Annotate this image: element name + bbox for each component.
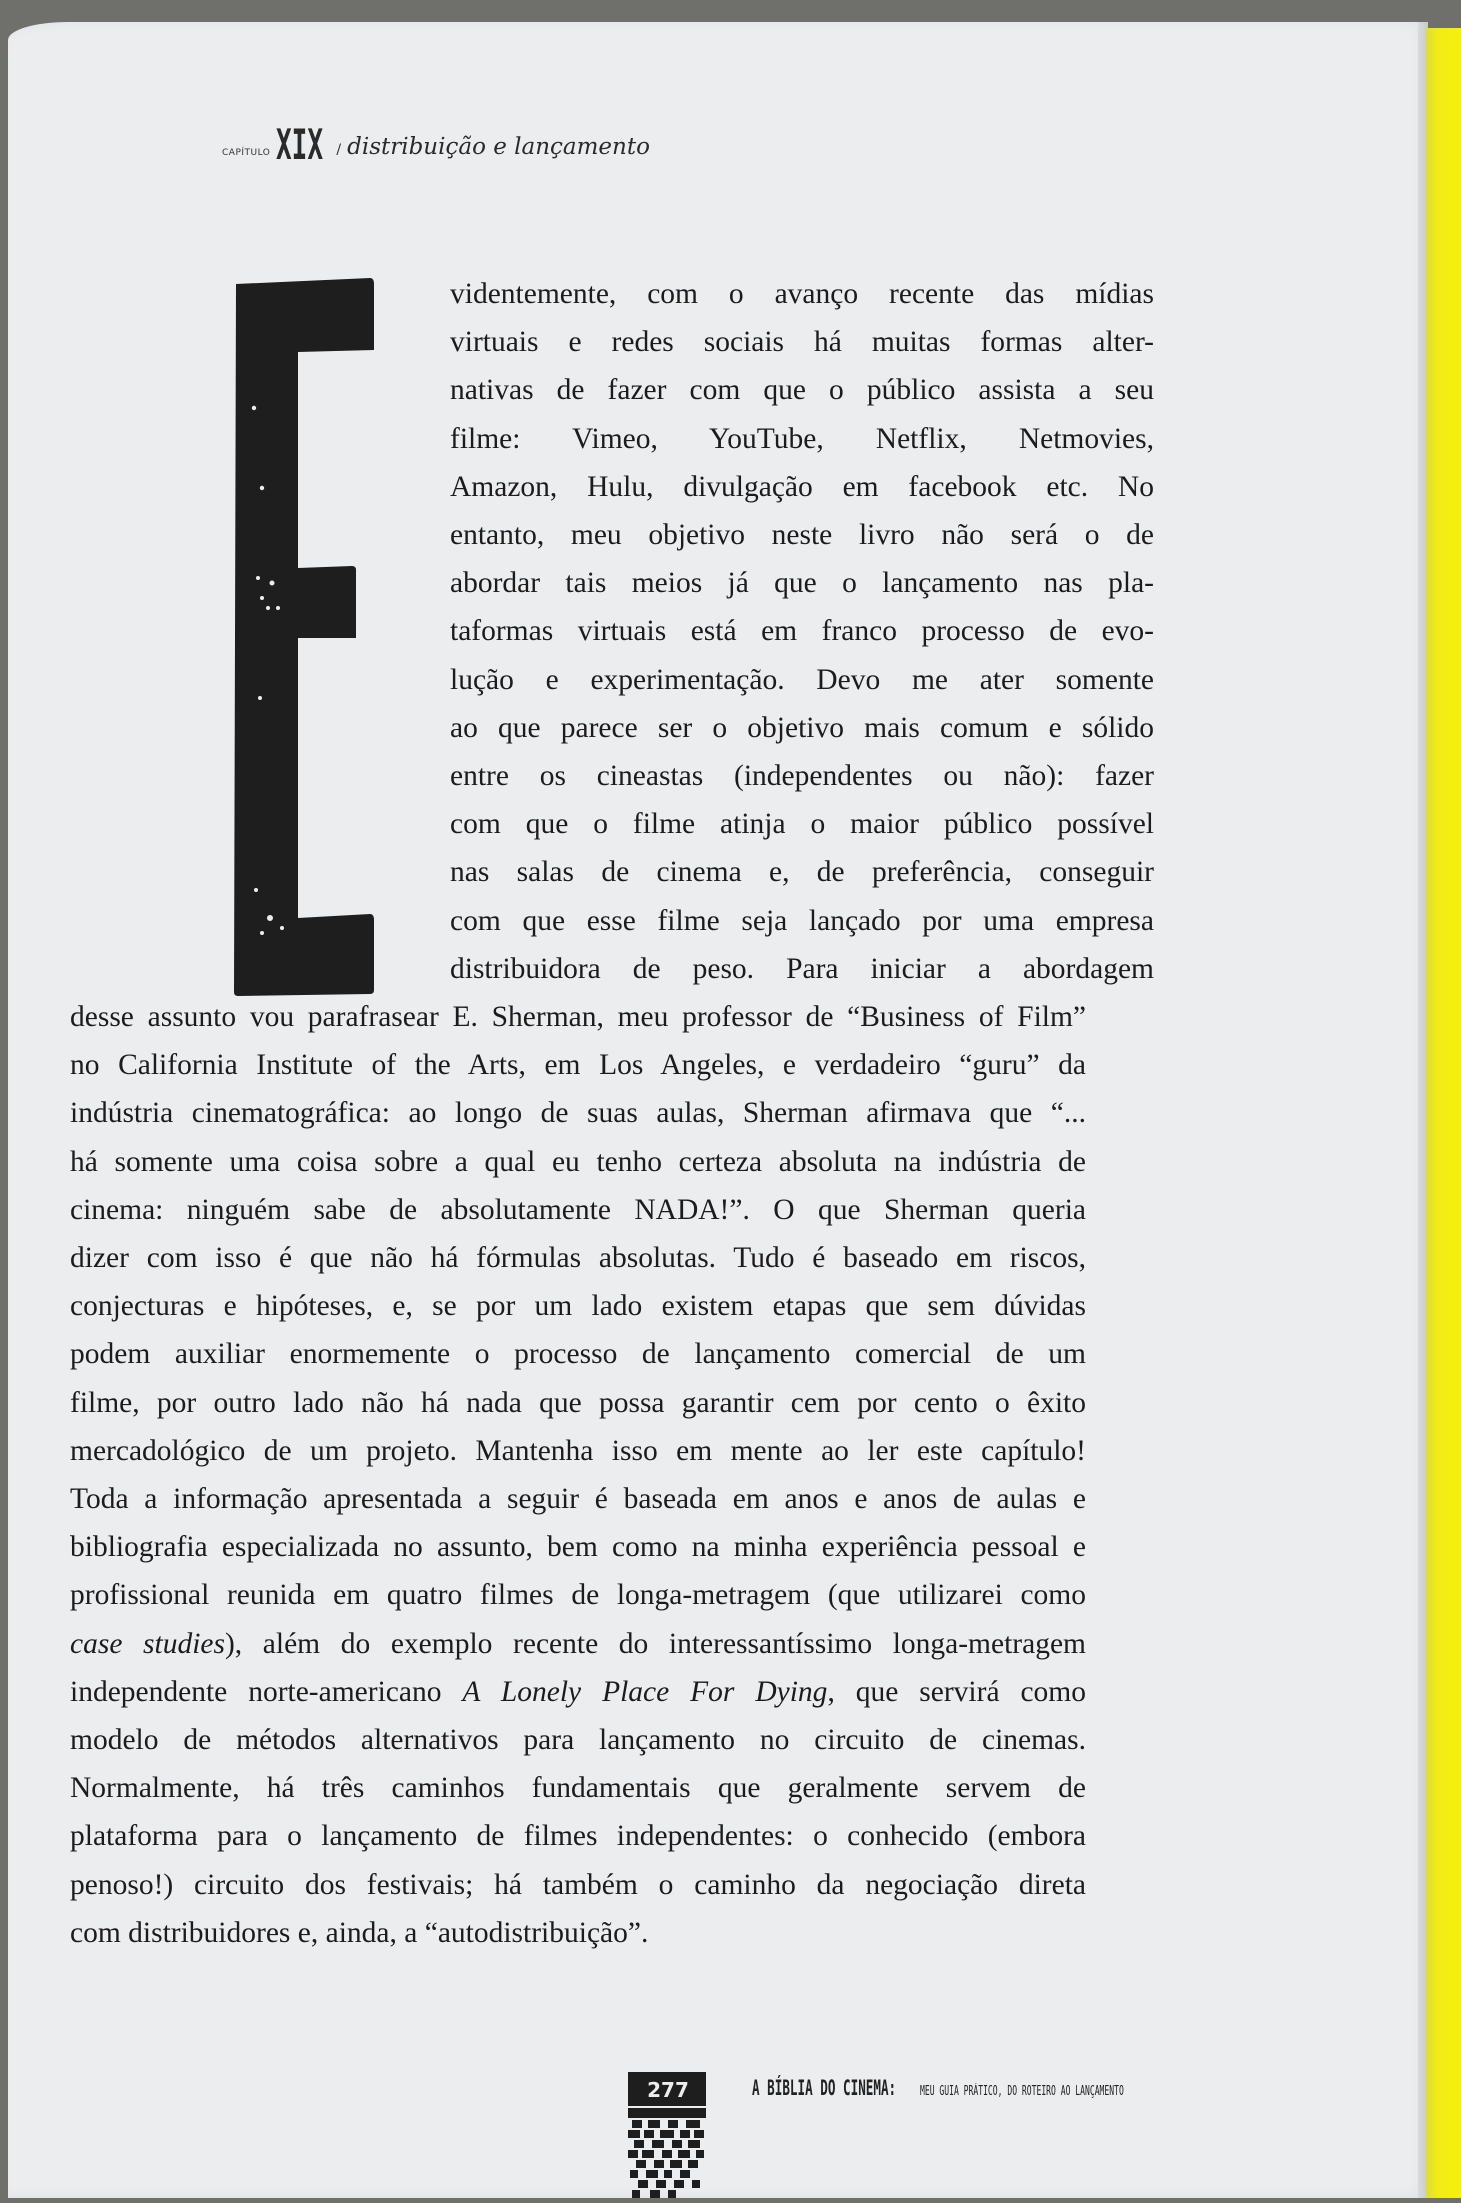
text-line: distribuidora de peso. Para iniciar a abordagem (450, 952, 1154, 985)
text-line: nativas de fazer com que o público assista a seu (450, 374, 1154, 407)
chapter-title: distribuição e lançamento (347, 134, 650, 160)
text-line: bibliografia especializada no assunto, bem como na minha experiência pessoal e (70, 1531, 1086, 1564)
text-line: Normalmente, há três caminhos fundamentais que geralmente servem de (70, 1772, 1086, 1805)
text-line: cinema: ninguém sabe de absolutamente NADA!”. O que Sherman queria (70, 1193, 1086, 1226)
text-line: mercadológico de um projeto. Mantenha isso em mente ao ler este capítulo! (70, 1434, 1086, 1467)
text-line: filme, por outro lado não há nada que possa garantir cem por cento o êxito (70, 1386, 1086, 1419)
text-line: no California Institute of the Arts, em Los Angeles, e verdadeiro “guru” da (70, 1049, 1086, 1082)
text-line: abordar tais meios já que o lançamento nas pla- (450, 567, 1154, 600)
text-line: lução e experimentação. Devo me ater somente (450, 663, 1154, 696)
page-number: 277 (647, 2078, 689, 2102)
text-line: nas salas de cinema e, de preferência, conseguir (450, 856, 1154, 889)
text-line: dizer com isso é que não há fórmulas absolutas. Tudo é baseado em riscos, (70, 1242, 1086, 1274)
book-subtitle: MEU GUIA PRÁTICO, DO ROTEIRO AO LANÇAMENTO (920, 2084, 1124, 2099)
text-line: com distribuidores e, ainda, a “autodistribuição”. (70, 1916, 649, 1949)
text-line: videntemente, com o avanço recente das mídias (450, 278, 1154, 310)
text-line: modelo de métodos alternativos para lançamento no circuito de cinemas. (70, 1724, 1086, 1756)
text-line: entanto, meu objetivo neste livro não será o de (450, 519, 1154, 551)
text-line: entre os cineastas (independentes ou não): fazer (450, 760, 1154, 792)
drop-cap-e (232, 278, 378, 996)
text-line: desse assunto vou parafrasear E. Sherman, meu professor de “Business of Film” (70, 1001, 1086, 1033)
text-line: taformas virtuais está em franco processo de evo- (450, 615, 1154, 648)
text-line: conjecturas e hipóteses, e, se por um lado existem etapas que sem dúvidas (70, 1290, 1086, 1323)
text-line: há somente uma coisa sobre a qual eu tenho certeza absoluta na indústria de (70, 1145, 1086, 1178)
text-line: case studies), além do exemplo recente do interessantíssimo longa-metragem (70, 1627, 1086, 1660)
running-header (222, 116, 650, 169)
text-line: indústria cinematográfica: ao longo de suas aulas, Sherman afirmava que “... (70, 1097, 1086, 1130)
chapter-label: CAPÍTULO (222, 148, 271, 158)
text-line: Amazon, Hulu, divulgação em facebook etc. No (450, 470, 1154, 503)
text-line: virtuais e redes sociais há muitas formas alter- (450, 326, 1154, 359)
text-line: plataforma para o lançamento de filmes independentes: o conhecido (embora (70, 1820, 1086, 1853)
chapter-separator: / (336, 142, 342, 158)
text-line: profissional reunida em quatro filmes de longa-metragem (que utilizarei como (70, 1579, 1086, 1612)
text-line: com que esse filme seja lançado por uma empresa (450, 904, 1154, 937)
text-line: independente norte-americano A Lonely Place For Dying, que servirá como (70, 1675, 1087, 1708)
text-line: penoso!) circuito dos festivais; há também o caminho da negociação direta (70, 1868, 1086, 1901)
text-line: Toda a informação apresentada a seguir é baseada em anos e anos de aulas e (70, 1483, 1086, 1515)
text-line: ao que parece ser o objetivo mais comum e sólido (450, 711, 1154, 744)
book-title: A BÍBLIA DO CINEMA: (752, 2076, 897, 2100)
text-line: filme: Vimeo, YouTube, Netflix, Netmovies, (450, 422, 1154, 455)
text-line: podem auxiliar enormemente o processo de lançamento comercial de um (70, 1338, 1086, 1371)
text-line: com que o filme atinja o maior público possível (450, 808, 1154, 841)
book-footer-title (752, 2076, 1252, 2100)
chapter-number: XIX (276, 120, 324, 169)
yellow-page-edge (1426, 28, 1461, 2198)
